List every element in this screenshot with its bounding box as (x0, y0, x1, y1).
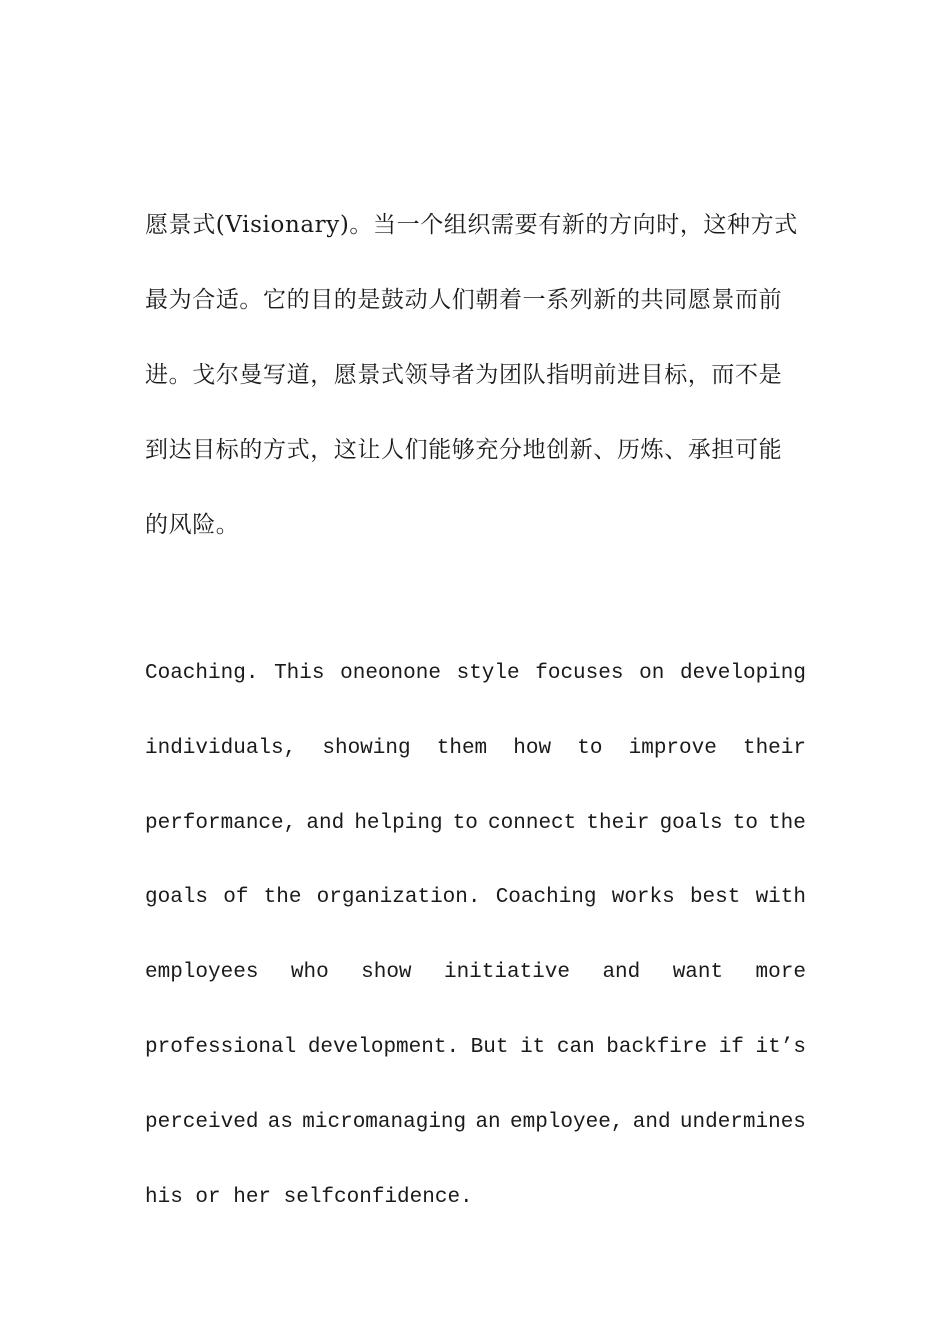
word: But (470, 1035, 509, 1059)
word: their (586, 811, 650, 835)
paragraph-line: 愿景式(Visionary)。当一个组织需要有新的方向时，这种方式 (145, 212, 798, 238)
word: oneonone (340, 662, 441, 685)
word: professional (145, 1035, 297, 1059)
word: them (436, 736, 488, 760)
paragraph-line: 最为合适。它的目的是鼓动人们朝着一系列新的共同愿景而前 (145, 287, 783, 313)
word: micromanaging (302, 1110, 467, 1134)
word: show (361, 961, 412, 985)
word: undermines (679, 1110, 806, 1134)
word: backfire (606, 1035, 708, 1059)
word: can (556, 1035, 595, 1059)
paragraph-line: 进。戈尔曼写道，愿景式领导者为团队指明前进目标，而不是 (145, 362, 783, 388)
word: improve (628, 736, 717, 760)
paragraph-line (145, 1161, 806, 1236)
word: Coaching (495, 886, 597, 910)
word: to (452, 811, 478, 835)
word: to (732, 811, 758, 835)
word: development. (307, 1035, 460, 1059)
word: best (689, 886, 741, 910)
word: style (456, 662, 520, 685)
word: individuals, (145, 736, 297, 760)
word: developing (679, 662, 806, 685)
paragraph-coaching (145, 637, 806, 1235)
paragraph-line: 到达目标的方式，这让人们能够充分地创新、历炼、承担可能 (145, 437, 783, 463)
word: organization. (316, 886, 481, 910)
word: if (718, 1035, 744, 1059)
paragraph-line (145, 1086, 806, 1161)
paragraph-line (145, 1011, 806, 1086)
word: of (223, 886, 249, 910)
word: goals (145, 886, 209, 910)
word: want (672, 961, 724, 985)
word: his or her selfconfidence. (145, 1185, 473, 1209)
word: more (755, 961, 806, 985)
word: employee, (510, 1110, 624, 1134)
word: and (632, 1110, 671, 1134)
word: connect (488, 811, 577, 835)
word: showing (322, 736, 411, 760)
paragraph-line (145, 787, 806, 862)
paragraph-line (145, 861, 806, 936)
word: how (513, 736, 552, 760)
word: an (475, 1110, 501, 1134)
word: who (290, 961, 329, 985)
paragraph-visionary (145, 188, 806, 563)
word: and (602, 961, 641, 985)
word: it (520, 1035, 546, 1059)
paragraph-line (145, 712, 806, 787)
word: initiative (443, 961, 570, 985)
word: their (742, 736, 806, 760)
word: helping (354, 811, 443, 835)
word: employees (145, 961, 259, 985)
word: to (577, 736, 603, 760)
word: the (263, 886, 302, 910)
word: goals (659, 811, 723, 835)
word: perceived (145, 1110, 259, 1134)
paragraph-line (145, 637, 806, 712)
paragraph-line (145, 936, 806, 1011)
word: with (755, 886, 806, 910)
word: the (768, 811, 806, 835)
paragraph-line: 的风险。 (145, 512, 240, 538)
word: it’s (755, 1035, 806, 1059)
word: on (639, 662, 665, 685)
word: This (274, 662, 325, 685)
word: performance, (145, 811, 297, 835)
word: and (306, 811, 345, 835)
word: Coaching. (145, 662, 259, 685)
word: as (267, 1110, 293, 1134)
word: focuses (535, 662, 624, 685)
word: works (611, 886, 675, 910)
